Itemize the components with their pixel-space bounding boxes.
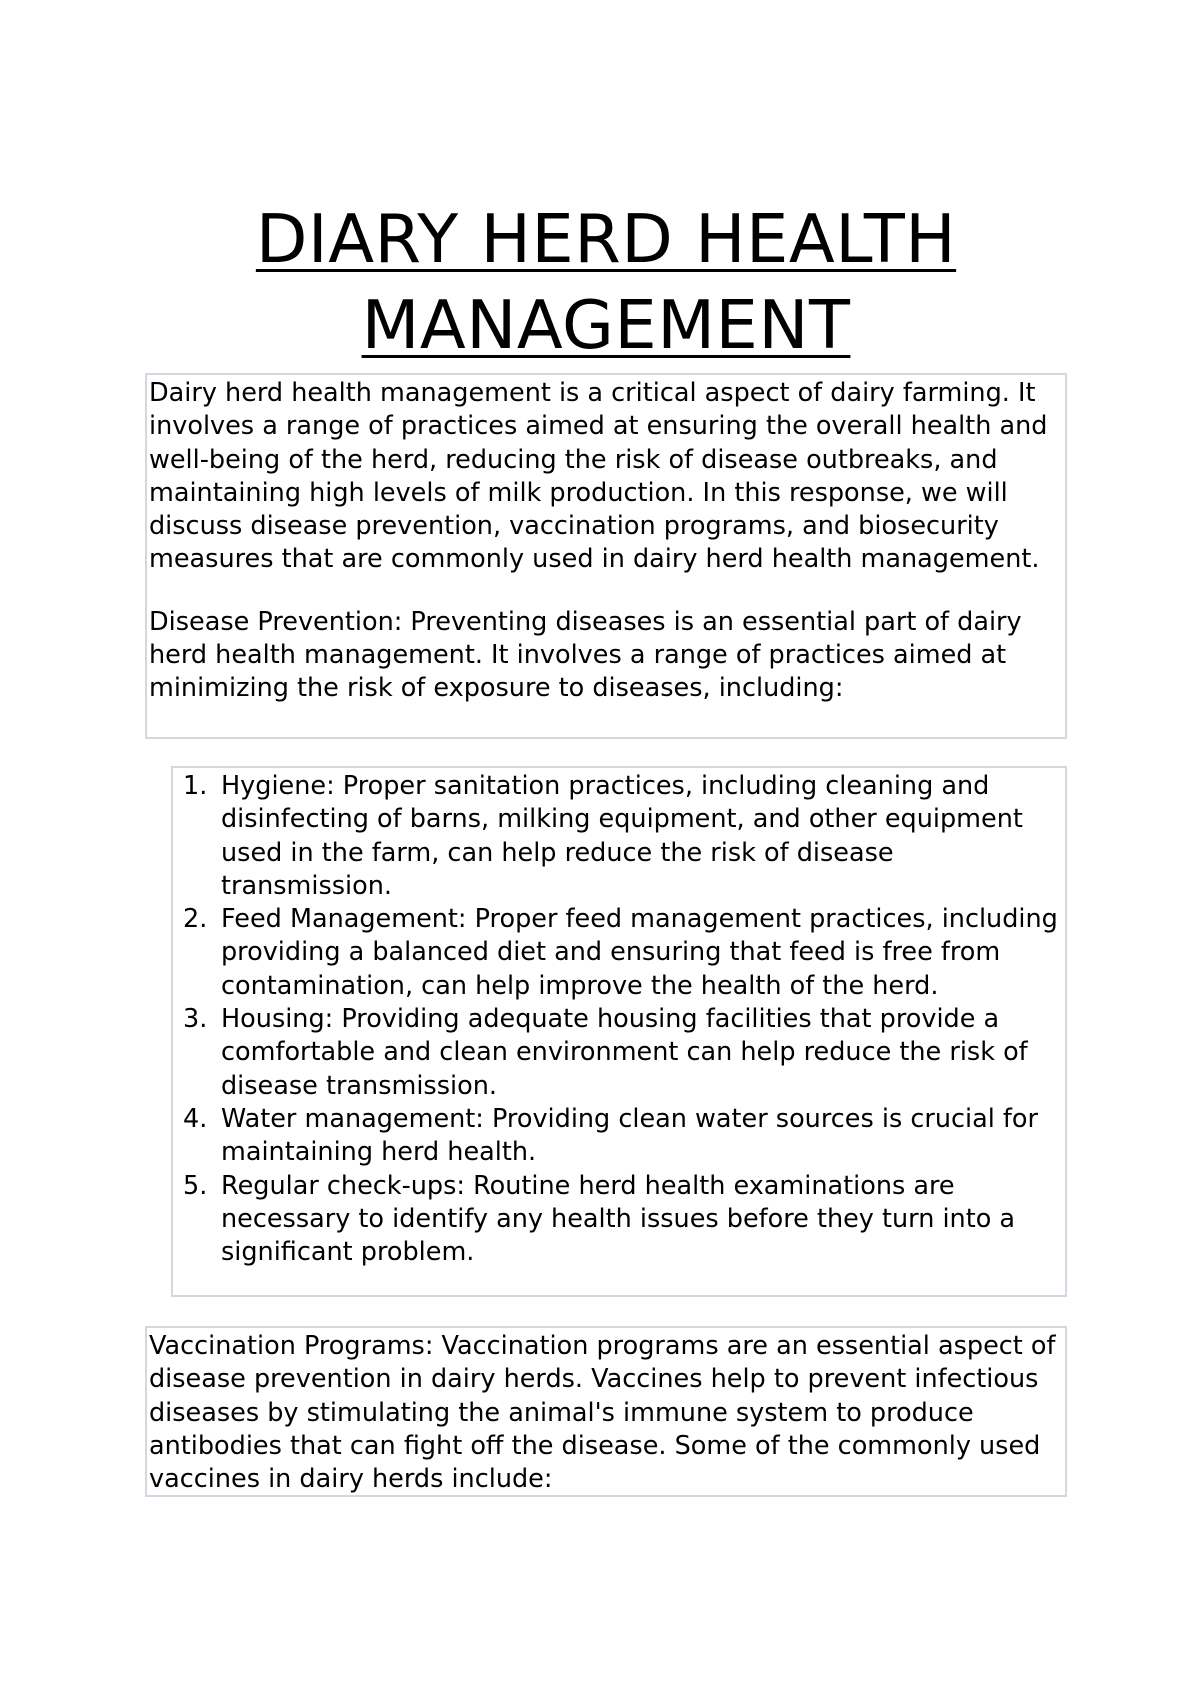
list-item [173, 1170, 1063, 1270]
list-item [173, 1103, 1063, 1170]
prevention-list-box [171, 766, 1067, 1297]
list-item-text: Feed Management: Proper feed management practices, including providing a balanced diet and ensuring that feed is free from contamination, can help improve the health of the herd. [221, 904, 1058, 1001]
list-item-text: Hygiene: Proper sanitation practices, including cleaning and disinfecting of barns, milking equipment, and other equipment used in the farm, can help reduce the risk of disease transmission. [221, 771, 1023, 901]
list-item-number: 1. [183, 771, 208, 801]
list-item [173, 903, 1063, 1003]
title-line-1: DIARY HERD HEALTH [255, 200, 957, 278]
list-item-number: 5. [183, 1170, 208, 1201]
intro-text-box [145, 373, 1067, 739]
intro-paragraph: Dairy herd health management is a critical aspect of dairy farming. It involves a range of practices aimed at ensuring the overall health and well-being of the herd, reducing the risk of disease outbreaks, and maintaining high levels of milk production. In this response, we will discuss disease prevention, vaccination programs, and biosecurity measures that are commonly used in dairy herd health management. [149, 378, 1048, 575]
vaccination-text-box [145, 1326, 1067, 1497]
list-item-number: 2. [183, 904, 208, 935]
title-line-2: MANAGEMENT [361, 286, 851, 364]
list-item-text: Regular check-ups: Routine herd health examinations are necessary to identify any health issues before they turn into a significant problem. [221, 1170, 1016, 1268]
list-item [173, 770, 1063, 903]
prevention-list [173, 770, 1063, 1269]
list-item-text: Water management: Providing clean water sources is crucial for maintaining herd health. [221, 1103, 1038, 1168]
list-item-number: 4. [183, 1103, 208, 1134]
list-item [173, 1003, 1063, 1103]
list-item-number: 3. [183, 1004, 208, 1035]
vaccination-paragraph: Vaccination Programs: Vaccination programs are an essential aspect of disease prevention in dairy herds. Vaccines help to prevent infectious diseases by stimulating the animal's immune system to produce antibodies that can fight off the disease. Some of the commonly used vaccines in dairy herds include: [149, 1331, 1056, 1495]
disease-prevention-paragraph: Disease Prevention: Preventing diseases is an essential part of dairy herd health management. It involves a range of practices aimed at minimizing the risk of exposure to diseases, including: [149, 606, 1022, 704]
document-title [145, 196, 1067, 368]
list-item-text: Housing: Providing adequate housing facilities that provide a comfortable and clean environment can help reduce the risk of disease transmission. [221, 1004, 1028, 1101]
